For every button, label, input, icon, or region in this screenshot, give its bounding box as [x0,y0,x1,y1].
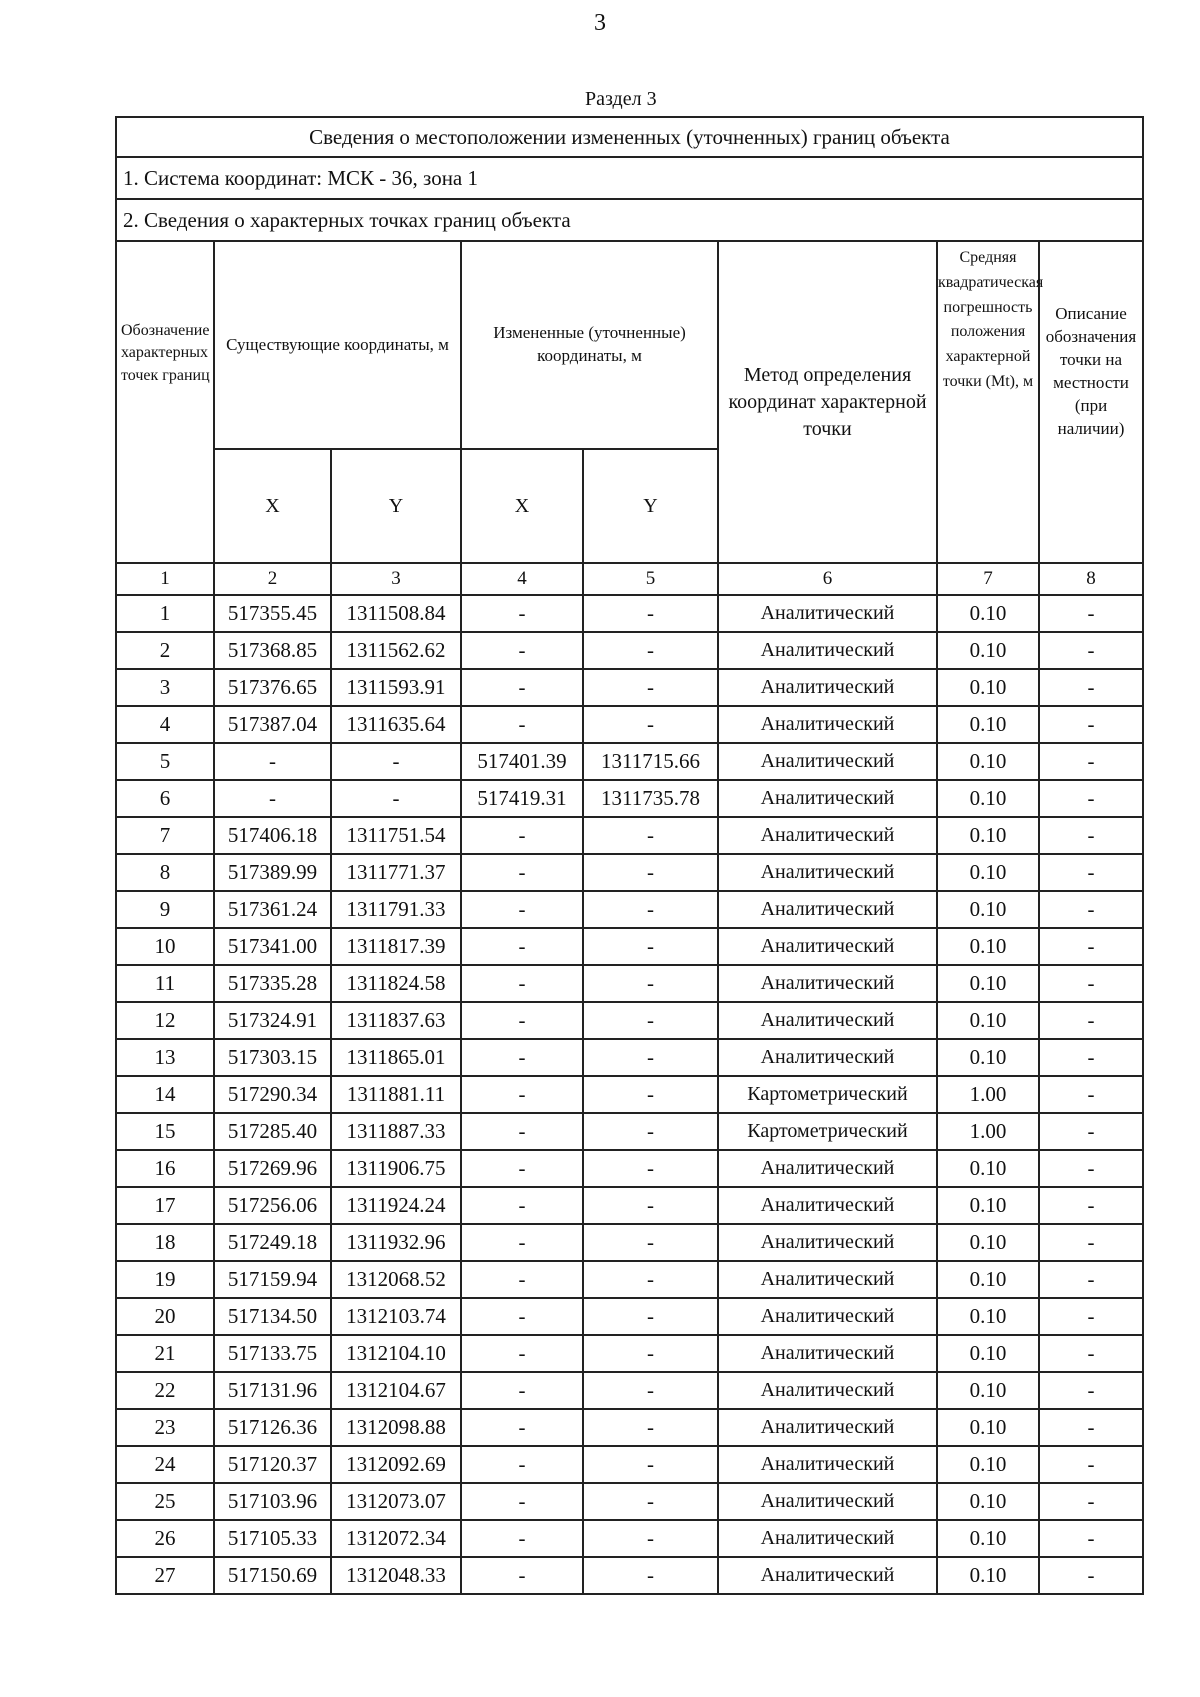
changed-x-cell: - [461,1261,583,1298]
description-cell: - [1039,1409,1143,1446]
changed-x-cell: - [461,1002,583,1039]
existing-x-cell: 517256.06 [214,1187,331,1224]
changed-x-cell: - [461,1446,583,1483]
point-number-cell: 5 [116,743,214,780]
changed-y-cell: 1311715.66 [583,743,718,780]
table-row [116,1409,1143,1446]
existing-x-cell: 517387.04 [214,706,331,743]
changed-y-cell: - [583,1113,718,1150]
table-row [116,1372,1143,1409]
error-mt-cell: 0.10 [937,817,1039,854]
error-mt-cell: 0.10 [937,743,1039,780]
table-row [116,1224,1143,1261]
point-number-cell: 26 [116,1520,214,1557]
point-number-cell: 6 [116,780,214,817]
existing-y-cell: 1312104.67 [331,1372,461,1409]
changed-x-cell: - [461,1372,583,1409]
table-row [116,1261,1143,1298]
column-number: 2 [214,563,331,595]
error-mt-cell: 0.10 [937,1520,1039,1557]
existing-y-cell: 1312068.52 [331,1261,461,1298]
column-number: 8 [1039,563,1143,595]
error-mt-cell: 0.10 [937,595,1039,632]
table-row [116,817,1143,854]
method-cell: Аналитический [718,1557,937,1594]
point-number-cell: 13 [116,1039,214,1076]
existing-x-cell: 517355.45 [214,595,331,632]
point-number-cell: 18 [116,1224,214,1261]
description-cell: - [1039,928,1143,965]
changed-y-cell: - [583,854,718,891]
existing-x-cell: 517269.96 [214,1150,331,1187]
table-row [116,743,1143,780]
error-mt-cell: 0.10 [937,1261,1039,1298]
table-row [116,1150,1143,1187]
changed-x-cell: - [461,669,583,706]
error-mt-cell: 0.10 [937,965,1039,1002]
table-row [116,1187,1143,1224]
existing-y-cell: 1312092.69 [331,1446,461,1483]
existing-y-cell: 1311508.84 [331,595,461,632]
point-number-cell: 15 [116,1113,214,1150]
table-row [116,1557,1143,1594]
description-cell: - [1039,1372,1143,1409]
point-number-cell: 10 [116,928,214,965]
description-cell: - [1039,669,1143,706]
table-row [116,928,1143,965]
description-cell: - [1039,595,1143,632]
header-existing-y: Y [331,449,461,563]
existing-y-cell: 1312103.74 [331,1298,461,1335]
existing-x-cell: 517133.75 [214,1335,331,1372]
header-designation: Обозначение характерных точек границ [116,241,214,563]
point-number-cell: 11 [116,965,214,1002]
changed-y-cell: - [583,1409,718,1446]
description-cell: - [1039,1520,1143,1557]
method-cell: Аналитический [718,817,937,854]
existing-x-cell: 517103.96 [214,1483,331,1520]
changed-y-cell: - [583,595,718,632]
changed-y-cell: - [583,1557,718,1594]
description-cell: - [1039,632,1143,669]
description-cell: - [1039,706,1143,743]
description-cell: - [1039,1224,1143,1261]
existing-y-cell: 1311771.37 [331,854,461,891]
description-cell: - [1039,891,1143,928]
method-cell: Аналитический [718,669,937,706]
changed-y-cell: - [583,1520,718,1557]
section-label: Раздел 3 [585,88,657,110]
description-cell: - [1039,1113,1143,1150]
changed-y-cell: - [583,1446,718,1483]
description-cell: - [1039,854,1143,891]
description-cell: - [1039,780,1143,817]
error-mt-cell: 0.10 [937,1335,1039,1372]
header-changed-coords: Измененные (уточненные) координаты, м [461,241,718,449]
existing-x-cell: 517105.33 [214,1520,331,1557]
description-cell: - [1039,1298,1143,1335]
description-cell: - [1039,1002,1143,1039]
description-cell: - [1039,1446,1143,1483]
error-mt-cell: 0.10 [937,1409,1039,1446]
existing-y-cell: 1311865.01 [331,1039,461,1076]
error-mt-cell: 0.10 [937,1483,1039,1520]
method-cell: Аналитический [718,1372,937,1409]
method-cell: Картометрический [718,1113,937,1150]
column-number: 6 [718,563,937,595]
existing-x-cell: 517285.40 [214,1113,331,1150]
table-row [116,1446,1143,1483]
point-number-cell: 9 [116,891,214,928]
point-number-cell: 24 [116,1446,214,1483]
changed-y-cell: - [583,817,718,854]
column-number: 7 [937,563,1039,595]
existing-x-cell: 517126.36 [214,1409,331,1446]
coordinate-system: 1. Система координат: МСК - 36, зона 1 [116,157,1143,199]
point-number-cell: 25 [116,1483,214,1520]
changed-x-cell: - [461,706,583,743]
error-mt-cell: 0.10 [937,1002,1039,1039]
existing-y-cell: 1311881.11 [331,1076,461,1113]
existing-y-cell: 1311791.33 [331,891,461,928]
method-cell: Аналитический [718,1150,937,1187]
error-mt-cell: 0.10 [937,1187,1039,1224]
column-number: 3 [331,563,461,595]
description-cell: - [1039,1039,1143,1076]
column-number: 4 [461,563,583,595]
point-number-cell: 1 [116,595,214,632]
existing-x-cell: 517290.34 [214,1076,331,1113]
existing-y-cell: 1312104.10 [331,1335,461,1372]
description-cell: - [1039,965,1143,1002]
existing-y-cell: 1311562.62 [331,632,461,669]
table-row [116,780,1143,817]
changed-y-cell: - [583,1335,718,1372]
table-row [116,1002,1143,1039]
description-cell: - [1039,1187,1143,1224]
existing-y-cell: 1312073.07 [331,1483,461,1520]
changed-x-cell: - [461,1076,583,1113]
description-cell: - [1039,1150,1143,1187]
table-row [116,965,1143,1002]
existing-x-cell: 517361.24 [214,891,331,928]
existing-y-cell: 1312098.88 [331,1409,461,1446]
error-mt-cell: 0.10 [937,1557,1039,1594]
point-number-cell: 23 [116,1409,214,1446]
method-cell: Аналитический [718,928,937,965]
existing-y-cell: 1312048.33 [331,1557,461,1594]
header-changed-x: X [461,449,583,563]
error-mt-cell: 0.10 [937,780,1039,817]
description-cell: - [1039,817,1143,854]
table-row [116,1039,1143,1076]
page-number: 3 [594,10,606,36]
table-row [116,1520,1143,1557]
changed-x-cell: - [461,1557,583,1594]
existing-y-cell: 1311887.33 [331,1113,461,1150]
changed-x-cell: - [461,928,583,965]
error-mt-cell: 0.10 [937,1039,1039,1076]
table-row [116,854,1143,891]
method-cell: Аналитический [718,1039,937,1076]
method-cell: Аналитический [718,891,937,928]
existing-y-cell: 1311906.75 [331,1150,461,1187]
changed-y-cell: 1311735.78 [583,780,718,817]
method-cell: Аналитический [718,1002,937,1039]
method-cell: Аналитический [718,595,937,632]
existing-x-cell: 517368.85 [214,632,331,669]
existing-x-cell: - [214,780,331,817]
error-mt-cell: 0.10 [937,1224,1039,1261]
table-row [116,1335,1143,1372]
method-cell: Аналитический [718,706,937,743]
changed-y-cell: - [583,928,718,965]
point-number-cell: 16 [116,1150,214,1187]
table-body [116,595,1143,1594]
table-row [116,595,1143,632]
changed-y-cell: - [583,1076,718,1113]
description-cell: - [1039,743,1143,780]
error-mt-cell: 1.00 [937,1113,1039,1150]
existing-x-cell: 517120.37 [214,1446,331,1483]
error-mt-cell: 0.10 [937,1298,1039,1335]
method-cell: Аналитический [718,1409,937,1446]
changed-x-cell: - [461,595,583,632]
existing-x-cell: 517324.91 [214,1002,331,1039]
changed-y-cell: - [583,669,718,706]
existing-x-cell: 517249.18 [214,1224,331,1261]
changed-x-cell: - [461,817,583,854]
changed-y-cell: - [583,1298,718,1335]
header-method: Метод определения координат характерной точки [718,241,937,563]
method-cell: Аналитический [718,743,937,780]
method-cell: Аналитический [718,1335,937,1372]
method-cell: Аналитический [718,780,937,817]
table-row [116,1298,1143,1335]
method-cell: Аналитический [718,1483,937,1520]
changed-x-cell: - [461,1298,583,1335]
changed-y-cell: - [583,1187,718,1224]
existing-x-cell: 517406.18 [214,817,331,854]
changed-x-cell: - [461,965,583,1002]
point-number-cell: 12 [116,1002,214,1039]
method-cell: Аналитический [718,854,937,891]
changed-x-cell: - [461,1187,583,1224]
error-mt-cell: 0.10 [937,1446,1039,1483]
changed-x-cell: - [461,1409,583,1446]
column-number-row [116,563,1143,595]
method-cell: Аналитический [718,1520,937,1557]
error-mt-cell: 0.10 [937,669,1039,706]
changed-y-cell: - [583,891,718,928]
existing-y-cell: - [331,743,461,780]
existing-x-cell: 517150.69 [214,1557,331,1594]
point-number-cell: 14 [116,1076,214,1113]
description-cell: - [1039,1557,1143,1594]
existing-y-cell: 1311635.64 [331,706,461,743]
existing-x-cell: 517134.50 [214,1298,331,1335]
table-row [116,669,1143,706]
existing-x-cell: 517376.65 [214,669,331,706]
changed-y-cell: - [583,1224,718,1261]
header-description: Описание обозначения точки на местности (при наличии) [1039,241,1143,563]
existing-y-cell: 1312072.34 [331,1520,461,1557]
existing-y-cell: 1311924.24 [331,1187,461,1224]
existing-x-cell: 517131.96 [214,1372,331,1409]
header-error: Средняя квадратическая погрешность положения характерной точки (Mt), м [937,241,1039,563]
changed-y-cell: - [583,706,718,743]
boundary-points-table [115,116,1144,1595]
method-cell: Аналитический [718,1187,937,1224]
point-number-cell: 19 [116,1261,214,1298]
point-number-cell: 20 [116,1298,214,1335]
existing-x-cell: 517159.94 [214,1261,331,1298]
header-changed-y: Y [583,449,718,563]
changed-x-cell: - [461,1113,583,1150]
changed-y-cell: - [583,1483,718,1520]
existing-y-cell: 1311751.54 [331,817,461,854]
description-cell: - [1039,1076,1143,1113]
changed-x-cell: 517401.39 [461,743,583,780]
error-mt-cell: 0.10 [937,891,1039,928]
point-number-cell: 27 [116,1557,214,1594]
point-number-cell: 21 [116,1335,214,1372]
method-cell: Аналитический [718,965,937,1002]
error-mt-cell: 0.10 [937,854,1039,891]
existing-x-cell: 517341.00 [214,928,331,965]
point-number-cell: 4 [116,706,214,743]
error-mt-cell: 0.10 [937,928,1039,965]
changed-x-cell: - [461,632,583,669]
changed-x-cell: 517419.31 [461,780,583,817]
point-number-cell: 22 [116,1372,214,1409]
method-cell: Аналитический [718,1261,937,1298]
changed-x-cell: - [461,1520,583,1557]
point-number-cell: 17 [116,1187,214,1224]
changed-y-cell: - [583,1261,718,1298]
changed-x-cell: - [461,891,583,928]
table-row [116,891,1143,928]
description-cell: - [1039,1261,1143,1298]
description-cell: - [1039,1483,1143,1520]
method-cell: Картометрический [718,1076,937,1113]
changed-x-cell: - [461,1224,583,1261]
column-number: 1 [116,563,214,595]
changed-y-cell: - [583,632,718,669]
table-row [116,1113,1143,1150]
point-number-cell: 8 [116,854,214,891]
existing-y-cell: - [331,780,461,817]
table-row [116,706,1143,743]
table-title: Сведения о местоположении измененных (уточненных) границ объекта [116,117,1143,157]
error-mt-cell: 1.00 [937,1076,1039,1113]
existing-y-cell: 1311837.63 [331,1002,461,1039]
table-row [116,1483,1143,1520]
method-cell: Аналитический [718,1298,937,1335]
error-mt-cell: 0.10 [937,1372,1039,1409]
error-mt-cell: 0.10 [937,706,1039,743]
existing-y-cell: 1311932.96 [331,1224,461,1261]
changed-x-cell: - [461,1039,583,1076]
point-number-cell: 2 [116,632,214,669]
header-existing-x: X [214,449,331,563]
changed-x-cell: - [461,1150,583,1187]
existing-y-cell: 1311817.39 [331,928,461,965]
existing-x-cell: 517389.99 [214,854,331,891]
existing-x-cell: 517303.15 [214,1039,331,1076]
error-mt-cell: 0.10 [937,1150,1039,1187]
changed-y-cell: - [583,965,718,1002]
changed-y-cell: - [583,1039,718,1076]
table-row [116,1076,1143,1113]
changed-x-cell: - [461,854,583,891]
method-cell: Аналитический [718,1446,937,1483]
existing-y-cell: 1311824.58 [331,965,461,1002]
changed-x-cell: - [461,1335,583,1372]
points-heading: 2. Сведения о характерных точках границ объекта [116,199,1143,241]
column-number: 5 [583,563,718,595]
description-cell: - [1039,1335,1143,1372]
existing-x-cell: 517335.28 [214,965,331,1002]
error-mt-cell: 0.10 [937,632,1039,669]
table-row [116,632,1143,669]
existing-x-cell: - [214,743,331,780]
method-cell: Аналитический [718,1224,937,1261]
changed-y-cell: - [583,1372,718,1409]
point-number-cell: 7 [116,817,214,854]
changed-y-cell: - [583,1002,718,1039]
changed-x-cell: - [461,1483,583,1520]
existing-y-cell: 1311593.91 [331,669,461,706]
header-existing-coords: Существующие координаты, м [214,241,461,449]
changed-y-cell: - [583,1150,718,1187]
point-number-cell: 3 [116,669,214,706]
method-cell: Аналитический [718,632,937,669]
